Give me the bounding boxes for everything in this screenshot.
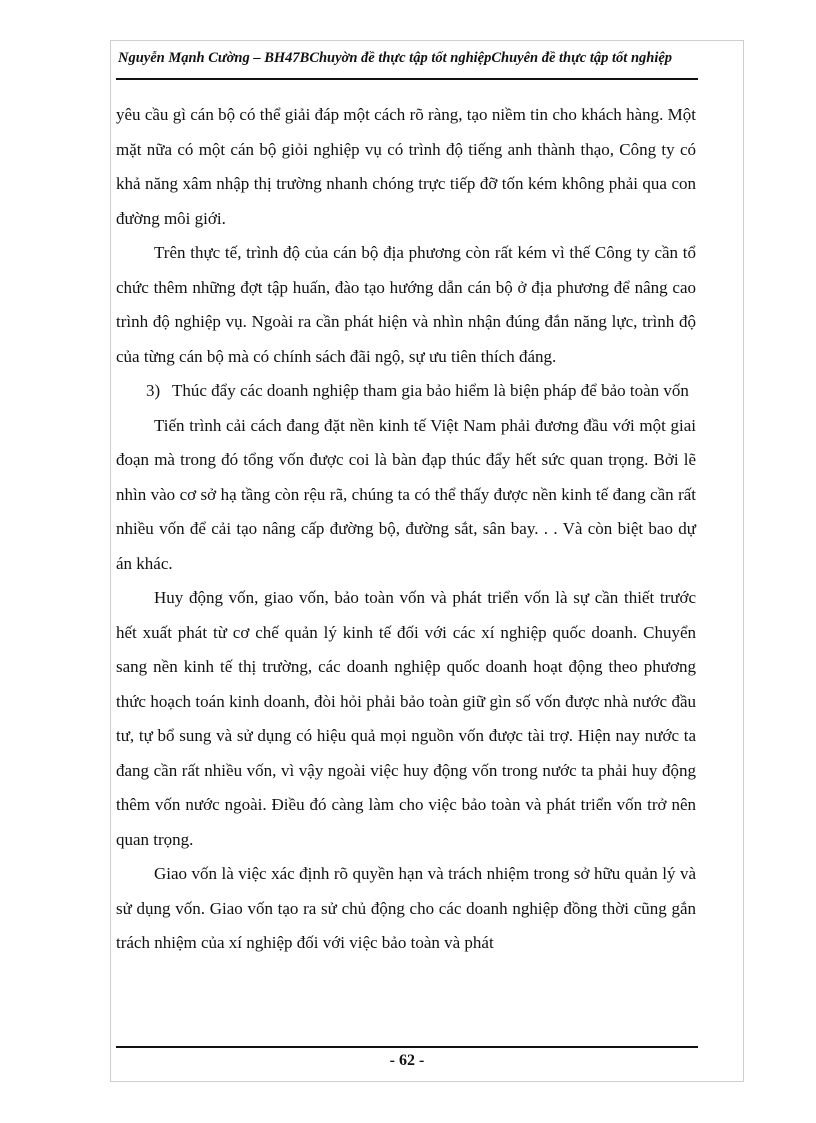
section-title: Thúc đẩy các doanh nghiệp tham gia bảo hiểm là biện pháp để bảo toàn vốn — [172, 381, 689, 400]
paragraph-continued: yêu cầu gì cán bộ có thể giải đáp một cách rõ ràng, tạo niềm tin cho khách hàng. Một mặt nữa có một cán bộ giỏi nghiệp vụ có trình độ tiếng anh thành thạo, Công ty có khả năng xâm nhập thị trường nhanh chóng trực tiếp đỡ tốn kém không phải qua con đường môi giới. — [116, 105, 696, 228]
paragraph: Huy động vốn, giao vốn, bảo toàn vốn và phát triển vốn là sự cần thiết trước hết xuất phát từ cơ chế quản lý kinh tế đối với các xí nghiệp quốc doanh. Chuyển sang nền kinh tế thị trường, các doanh nghiệp quốc doanh hoạt động theo phương thức hoạch toán kinh doanh, đòi hỏi phải bảo toàn giữ gìn số vốn được nhà nước đầu tư, tự bổ sung và sử dụng có hiệu quả mọi nguồn vốn được tài trợ. Hiện nay nước ta đang cần rất nhiều vốn, vì vậy ngoài việc huy động vốn trong nước ta phải huy động thêm vốn nước ngoài. Điều đó càng làm cho việc bảo toàn và phát triển vốn trở nên quan trọng. — [116, 588, 696, 849]
paragraph: Giao vốn là việc xác định rõ quyền hạn và trách nhiệm trong sở hữu quản lý và sử dụng vốn. Giao vốn tạo ra sử chủ động cho các doanh nghiệp đồng thời cũng gắn trách nhiệm của xí nghiệp đối với việc bảo toàn và phát — [116, 864, 696, 952]
page-number: - 62 - — [389, 1052, 425, 1069]
section-heading — [116, 374, 696, 409]
paragraph: Tiến trình cải cách đang đặt nền kinh tế Việt Nam phải đương đầu với một giai đoạn mà trong đó tổng vốn được coi là bàn đạp thúc đẩy hết sức quan trọng. Bởi lẽ nhìn vào cơ sở hạ tầng còn rệu rã, chúng ta có thể thấy được nền kinh tế đang cần rất nhiều vốn để cải tạo nâng cấp đường bộ, đường sắt, sân bay. . . Và còn biệt bao dự án khác. — [116, 415, 696, 573]
paragraph: Trên thực tế, trình độ của cán bộ địa phương còn rất kém vì thế Công ty cần tổ chức thêm những đợt tập huấn, đào tạo hướng dẫn cán bộ ở địa phương để nâng cao trình độ nghiệp vụ. Ngoài ra cần phát hiện và nhìn nhận đúng đắn năng lực, trình độ của từng cán bộ mà có chính sách đãi ngộ, sự ưu tiên thích đáng. — [116, 243, 696, 366]
footer-rule — [116, 1046, 698, 1048]
section-number: 3) — [146, 381, 161, 400]
body-text — [116, 98, 696, 961]
running-header: Nguyễn Mạnh Cường – BH47BChuyờn đề thực tập tốt nghiệpChuyên đề thực tập tốt nghiệp — [118, 50, 673, 66]
header-rule — [116, 78, 698, 80]
